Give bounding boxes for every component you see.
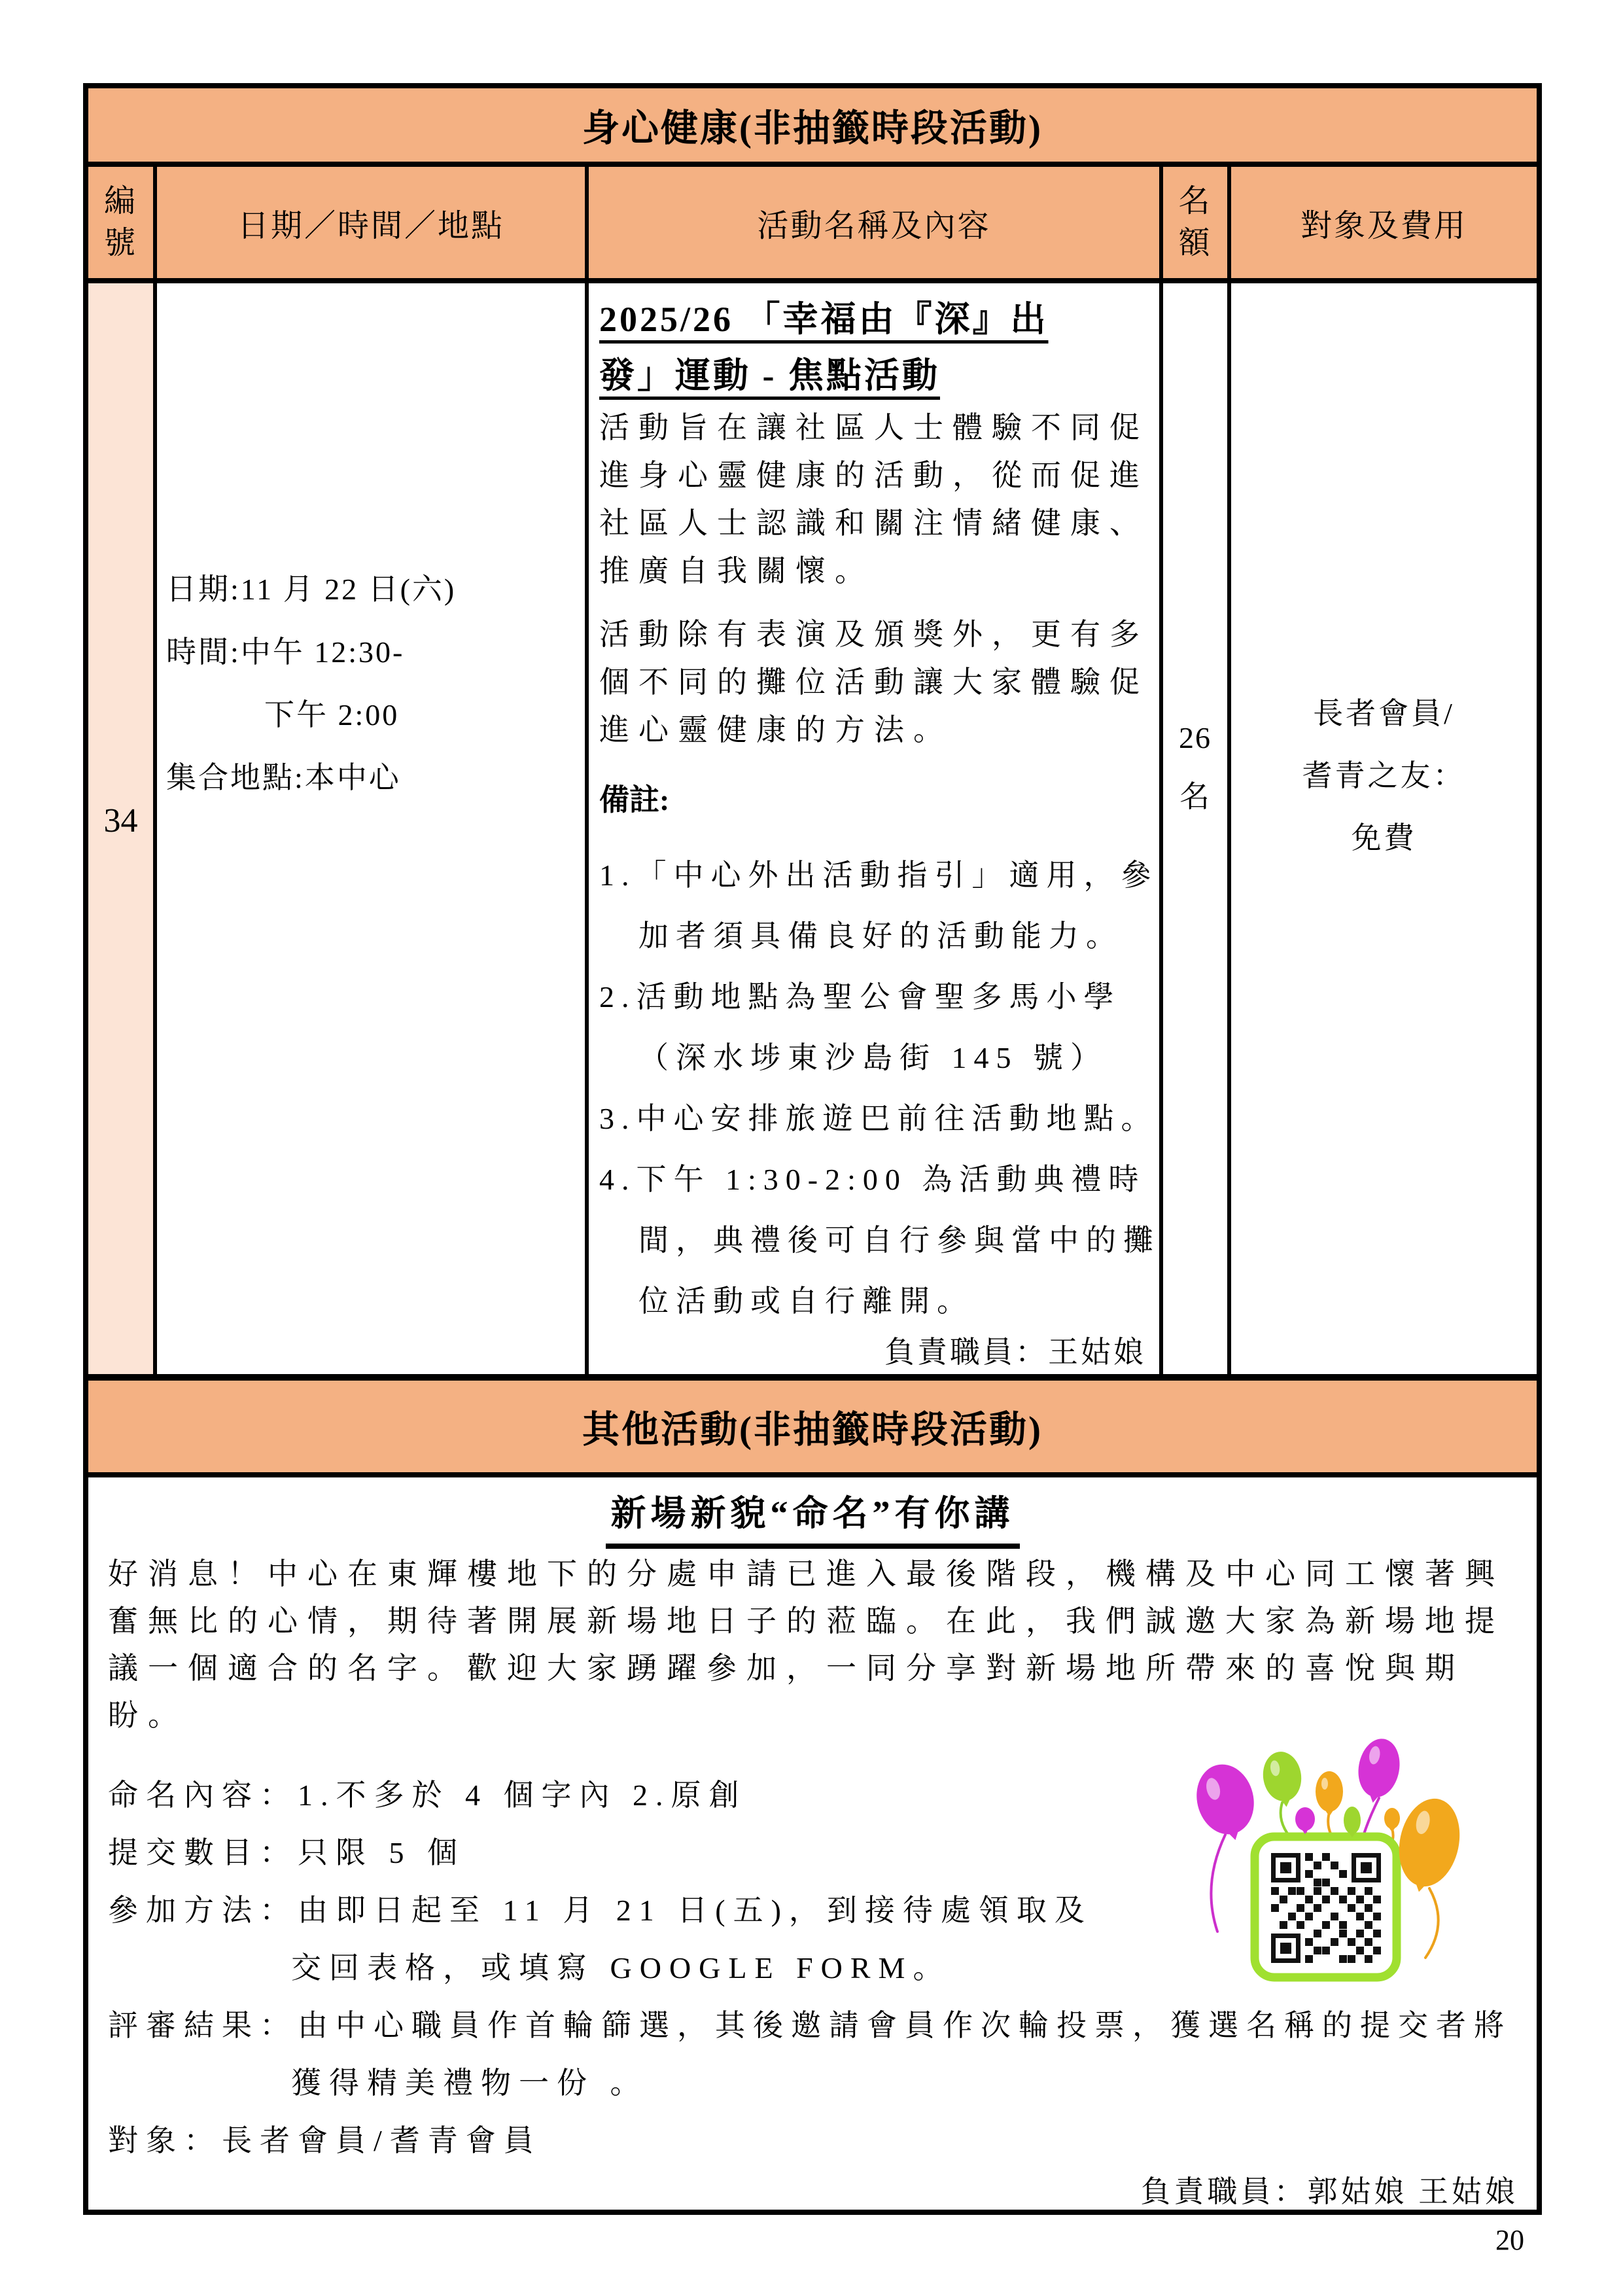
- cell-audience: [1231, 283, 1537, 1374]
- activity-table: [83, 83, 1542, 2215]
- staff-in-charge: 負責職員：王姑娘: [884, 1335, 1146, 1369]
- section2-staff-in-charge: 負責職員：郭姑娘 王姑娘: [1140, 2175, 1518, 2208]
- balloon-icon: [1384, 1808, 1400, 1832]
- qr-code: [1255, 1837, 1397, 1977]
- contest-audience: 對象：長者會員/耆青會員: [108, 2124, 542, 2157]
- section1-title: 身心健康(非抽籤時段活動): [582, 108, 1043, 149]
- schedule-time-end: 下午 2:00: [264, 698, 400, 732]
- audience-fee: 長者會員/ 耆青之友： 免費: [1302, 697, 1466, 855]
- note-item: 3.中心安排旅遊巴前往活動地點。: [599, 1102, 1159, 1135]
- cell-activity-id: [88, 283, 157, 1374]
- balloon-icon: [1295, 1807, 1315, 1834]
- schedule-time-start: 時間:中午 12:30-: [166, 635, 405, 669]
- col-header-id: 編 號: [88, 167, 157, 278]
- section1-header-row: [88, 88, 1537, 167]
- activity-title: 2025/26 「幸福由『深』出 發」運動 - 焦點活動: [599, 300, 1049, 395]
- note-item: 4.下午 1:30-2:00 為活動典禮時: [599, 1163, 1146, 1196]
- schedule-meeting-point: 集合地點:本中心: [166, 761, 401, 794]
- cell-quota: [1163, 283, 1231, 1374]
- cell-schedule: [157, 283, 589, 1374]
- contest-judging-cont: 獲得精美禮物一份 。: [291, 2066, 648, 2100]
- activity-paragraph-2: 活動除有表演及頒獎外，更有多 個不同的攤位活動讓大家體驗促 進心靈健康的方法。: [599, 618, 1149, 747]
- contest-judging: 評審結果：由中心職員作首輪篩選，其後邀請會員作次輪投票，獲選名稱的提交者將: [108, 2009, 1512, 2042]
- contest-submission-limit: 提交數目：只限 5 個: [108, 1836, 465, 1869]
- section2-body: [88, 1477, 1537, 2210]
- balloon-icon: [1189, 1758, 1263, 1846]
- contest-intro: 好消息！中心在東輝樓地下的分處申請已進入最後階段，機構及中心同工懷著興 奮無比的心情，期待著開展新場地日子的蒞臨。在此，我們誠邀大家為新場地提 議一個適合的名字。歡迎大家踴躍參加，一同分享對新場地所帶來的喜悅與期 盼。: [108, 1557, 1505, 1732]
- col-header-audience: 對象及費用: [1300, 208, 1467, 243]
- schedule-date: 日期:11 月 22 日(六): [166, 573, 457, 606]
- activity-id: 34: [103, 802, 138, 839]
- note-item-cont: （深水埗東沙島街 145 號）: [638, 1041, 1108, 1074]
- notes-label: 備註:: [599, 783, 670, 817]
- balloon-icon: [1316, 1771, 1343, 1816]
- column-header-row: [88, 167, 1537, 283]
- col-header-quota: 名 額: [1163, 167, 1231, 278]
- qr-code-with-balloons: [1168, 1727, 1475, 2002]
- balloon-icon: [1390, 1793, 1467, 1898]
- note-item: 2.活動地點為聖公會聖多馬小學: [599, 980, 1121, 1014]
- balloon-icon: [1353, 1735, 1404, 1806]
- note-item-cont: 位活動或自行離開。: [638, 1284, 974, 1318]
- section2-header-row: [88, 1381, 1537, 1477]
- notes-list: [599, 845, 1161, 1332]
- contest-naming-rule: 命名內容：1.不多於 4 個字內 2.原創: [108, 1778, 747, 1812]
- quota-value: 26 名: [1179, 721, 1212, 813]
- page-number: 20: [1495, 2224, 1524, 2256]
- section2-title: 其他活動(非抽籤時段活動): [582, 1409, 1043, 1451]
- contest-title: 新場新貌“命名”有你講: [88, 1481, 1537, 1538]
- contest-method-cont: 交回表格，或填寫 GOOGLE FORM。: [291, 1951, 951, 1985]
- col-header-schedule: 日期／時間／地點: [157, 167, 589, 278]
- contest-method: 參加方法：由即日起至 11 月 21 日(五)，到接待處領取及: [108, 1894, 1092, 1927]
- schedule-block: [157, 283, 585, 809]
- cell-activity-content: [589, 283, 1163, 1374]
- activity-paragraph-1: 活動旨在讓社區人士體驗不同促 進身心靈健康的活動，從而促進 社區人士認識和關注情緒健康、 推廣自我關懷。: [599, 411, 1149, 588]
- note-item: 1.「中心外出活動指引」適用，參: [599, 858, 1159, 892]
- col-header-activity: 活動名稱及內容: [589, 167, 1163, 278]
- note-item-cont: 間，典禮後可自行參與當中的攤: [638, 1224, 1161, 1257]
- activity-row: [88, 283, 1537, 1381]
- balloon-icon: [1260, 1749, 1305, 1809]
- note-item-cont: 加者須具備良好的活動能力。: [638, 919, 1123, 953]
